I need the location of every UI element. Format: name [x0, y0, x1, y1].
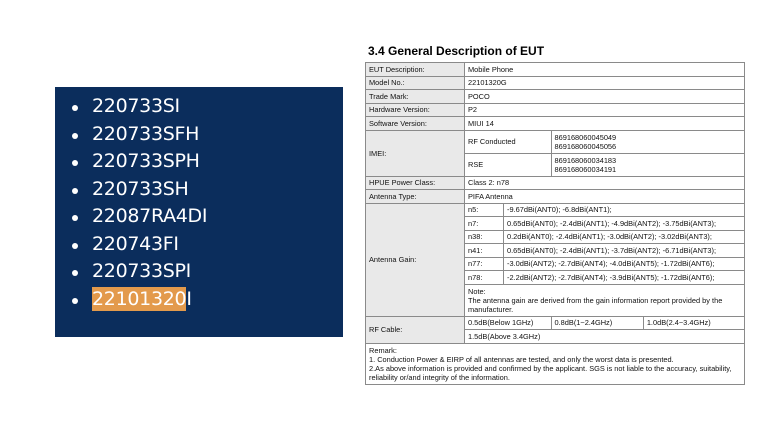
list-item: 220733SH — [55, 176, 207, 204]
text-selection[interactable]: 22101320 — [92, 287, 187, 310]
table-row: n77: -3.0dBi(ANT2); -2.7dBi(ANT4); -4.0dBi(ANT5); -1.72dBi(ANT6); — [366, 257, 745, 271]
table-row: Hardware Version: P2 — [366, 103, 745, 117]
table-row: IMEI: RF Conducted 869168060045049 869168060045056 — [366, 130, 745, 153]
bullet-icon — [72, 133, 78, 139]
model-list-panel — [55, 87, 343, 337]
bullet-icon — [72, 270, 78, 276]
bullet-icon — [72, 188, 78, 194]
table-row: HPUE Power Class: Class 2: n78 — [366, 176, 745, 190]
list-item-highlighted[interactable]: 22101320I — [55, 286, 207, 314]
table-row: n41: 0.65dBi(ANT0); -2.4dBi(ANT1); -3.7dBi(ANT2); -6.71dBi(ANT3); — [366, 244, 745, 258]
section-title: 3.4 General Description of EUT — [368, 44, 545, 58]
table-row: n78: -2.2dBi(ANT2); -2.7dBi(ANT4); -3.9dBi(ANT5); -1.72dBi(ANT6); — [366, 271, 745, 285]
remark-block: Remark: 1. Conduction Power & EIRP of all antennas are tested, and only the worst data is presented. 2.As above information is provided and confirmed by the applicant. SGS is not liable to the accuracy, suitability, reliability or/and integrity of the information. — [366, 343, 745, 384]
table-row: RSE 869168060034183 869168060034191 — [366, 153, 745, 176]
list-item: 22087RA4DI — [55, 203, 207, 231]
eut-description-table — [365, 62, 745, 385]
imei-rf-values: 869168060045049 869168060045056 — [551, 130, 745, 153]
list-item: 220733SPI — [55, 258, 207, 286]
table-row: Model No.: 22101320G — [366, 76, 745, 90]
list-item: 220733SPH — [55, 148, 207, 176]
bullet-icon — [72, 243, 78, 249]
table-row: RF Cable: 0.5dB(Below 1GHz) 0.8dB(1~2.4GHz) 1.0dB(2.4~3.4GHz) — [366, 316, 745, 330]
table-row: 1.5dB(Above 3.4GHz) — [366, 330, 745, 344]
table-row: EUT Description: Mobile Phone — [366, 63, 745, 77]
bullet-icon — [72, 298, 78, 304]
table-row: Trade Mark: POCO — [366, 90, 745, 104]
model-list — [55, 93, 207, 313]
list-item: 220743FI — [55, 231, 207, 259]
table-row: Antenna Gain: n5: -9.67dBi(ANT0); -6.8dBi(ANT1); — [366, 203, 745, 217]
list-item: 220733SI — [55, 93, 207, 121]
table-row: Software Version: MIUI 14 — [366, 117, 745, 131]
table-row: n7: 0.65dBi(ANT0); -2.4dBi(ANT1); -4.9dBi(ANT2); -3.75dBi(ANT3); — [366, 217, 745, 231]
bullet-icon — [72, 160, 78, 166]
bullet-icon — [72, 215, 78, 221]
imei-rse-values: 869168060034183 869168060034191 — [551, 153, 745, 176]
table-row: n38: 0.2dBi(ANT0); -2.4dBi(ANT1); -3.0dBi(ANT2); -3.02dBi(ANT3); — [366, 230, 745, 244]
bullet-icon — [72, 105, 78, 111]
antenna-note: Note: The antenna gain are derived from the gain information report provided by the manufacturer. — [465, 284, 745, 316]
list-item: 220733SFH — [55, 121, 207, 149]
table-row: Antenna Type: PIFA Antenna — [366, 190, 745, 204]
table-row — [366, 343, 745, 384]
